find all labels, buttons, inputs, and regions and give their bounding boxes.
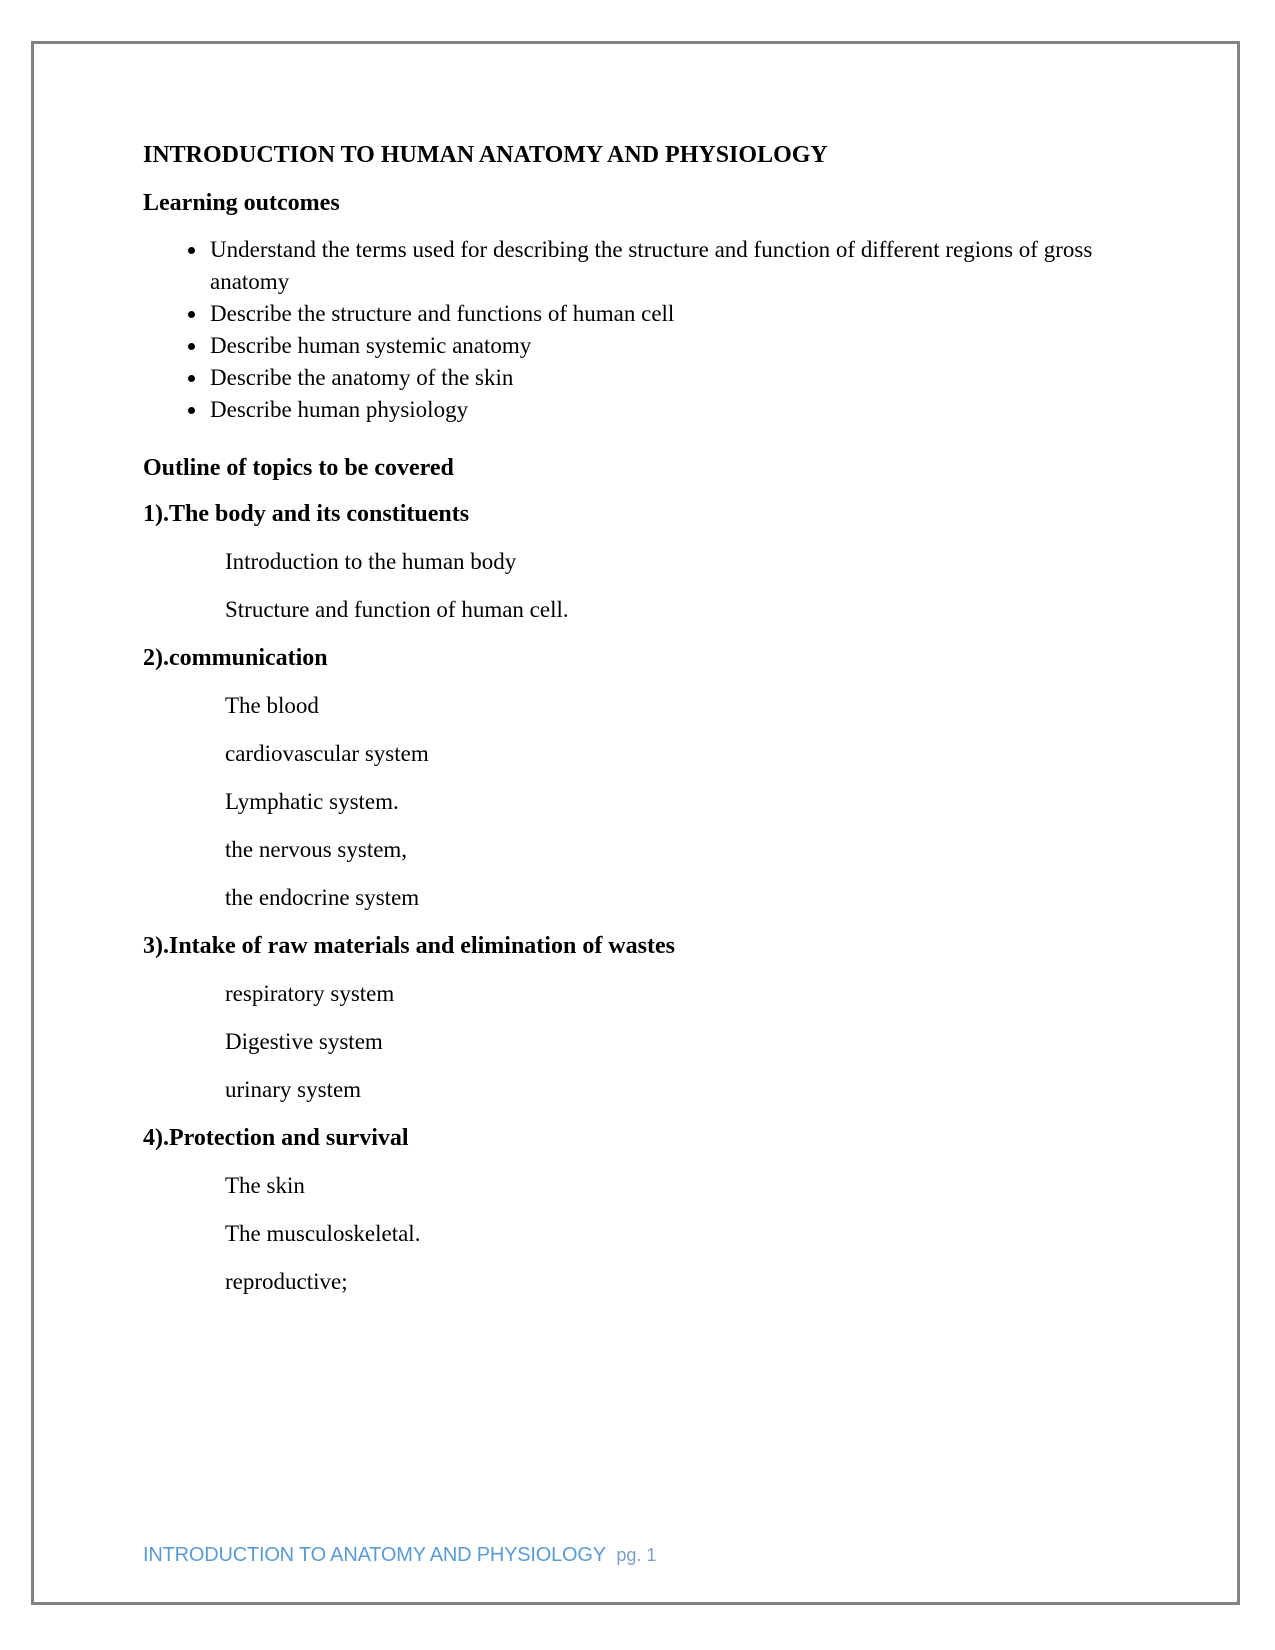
bullet-icon — [188, 375, 195, 382]
bullet-icon — [188, 311, 195, 318]
list-item — [143, 298, 1143, 330]
topic-2-item: The blood — [225, 693, 319, 718]
topic-3-item: respiratory system — [225, 981, 395, 1006]
topic-2-item: the nervous system, — [225, 837, 408, 862]
document-title: INTRODUCTION TO HUMAN ANATOMY AND PHYSIOLOGY — [143, 142, 828, 168]
topic-3-heading: 3).Intake of raw materials and elimination of wastes — [143, 933, 675, 959]
learning-outcomes-list — [143, 234, 1143, 426]
topic-2-heading: 2).communication — [143, 645, 328, 671]
footer-title: INTRODUCTION TO ANATOMY AND PHYSIOLOGY — [143, 1544, 606, 1566]
topic-1-item: Structure and function of human cell. — [225, 597, 569, 622]
list-item-text: Describe the anatomy of the skin — [210, 365, 514, 390]
topic-1-heading: 1).The body and its constituents — [143, 501, 470, 527]
topic-4-item: The musculoskeletal. — [225, 1221, 421, 1246]
topic-1-item: Introduction to the human body — [225, 549, 517, 574]
topic-2-item: the endocrine system — [225, 885, 420, 910]
list-item — [143, 234, 1143, 298]
list-item-text: Describe human physiology — [210, 397, 469, 422]
list-item-text: Understand the terms used for describing the structure and function of different regions of gross anatomy — [210, 237, 1093, 294]
list-item-text: Describe human systemic anatomy — [210, 333, 532, 358]
topic-4-item: reproductive; — [225, 1269, 348, 1294]
topic-2-item: Lymphatic system. — [225, 789, 399, 814]
learning-outcomes-heading: Learning outcomes — [143, 190, 340, 216]
bullet-icon — [188, 343, 195, 350]
list-item — [143, 362, 1143, 394]
list-item-text: Describe the structure and functions of human cell — [210, 301, 675, 326]
bullet-icon — [188, 407, 195, 414]
topic-4-heading: 4).Protection and survival — [143, 1125, 409, 1151]
page-footer — [143, 1544, 656, 1567]
topic-2-item: cardiovascular system — [225, 741, 429, 766]
list-item — [143, 330, 1143, 362]
footer-page-number: pg. 1 — [616, 1545, 657, 1565]
bullet-icon — [188, 247, 195, 254]
list-item — [143, 394, 1143, 426]
topic-3-item: Digestive system — [225, 1029, 383, 1054]
outline-heading: Outline of topics to be covered — [143, 455, 454, 481]
topic-4-item: The skin — [225, 1173, 305, 1198]
topic-3-item: urinary system — [225, 1077, 362, 1102]
document-content — [143, 140, 1143, 1315]
